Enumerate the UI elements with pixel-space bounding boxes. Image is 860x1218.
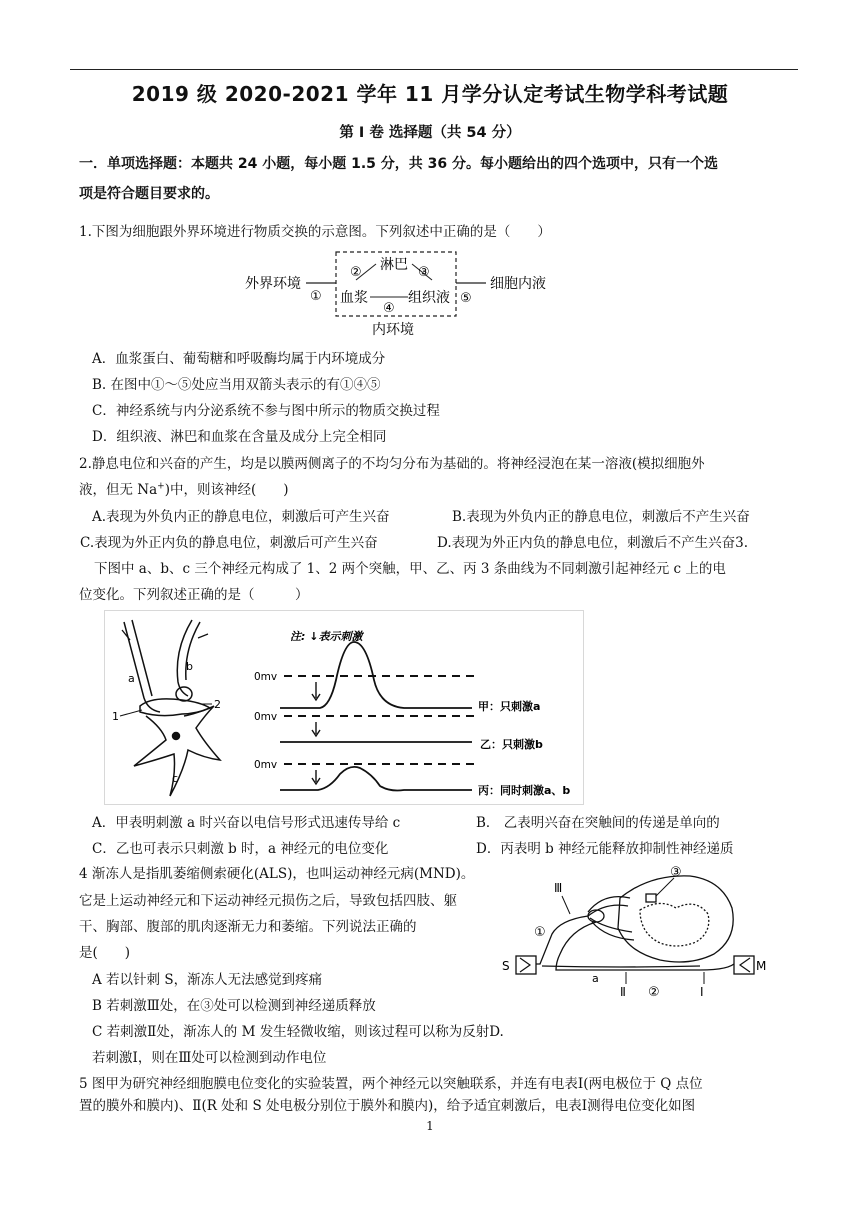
q4-option-b: B 若刺激Ⅲ处，在③处可以检测到神经递质释放 <box>92 998 376 1014</box>
label-n1: ① <box>534 925 546 940</box>
q2-option-c: C.表现为外正内负的静息电位，刺激后可产生兴奋 <box>80 535 378 551</box>
label-a-nerve: a <box>592 972 599 985</box>
neuron-label-a: a <box>128 672 135 685</box>
label-intracellular: 细胞内液 <box>490 276 546 292</box>
neuron-label-c: c <box>172 772 179 785</box>
q1-option-b: B. 在图中①～⑤处应当用双箭头表示的有①④⑤ <box>92 377 381 393</box>
q4-option-c: C 若刺激Ⅱ处，渐冻人的 M 发生轻微收缩，则该过程可以称为反射D. <box>92 1024 504 1040</box>
q4-stem-line-1: 4 渐冻人是指肌萎缩侧索硬化(ALS)，也叫运动神经元病(MND)。 <box>79 866 475 882</box>
neuron-drawing <box>122 620 220 796</box>
q3-stem-line-1: 下图中 a、b、c 三个神经元构成了 1、2 两个突触，甲、乙、丙 3 条曲线为不同刺激引起神经元 c 上的电 <box>94 561 726 577</box>
label-I: I <box>700 985 704 998</box>
jia-label: 甲：只刺激a <box>478 700 541 713</box>
label-II: Ⅱ <box>620 985 626 998</box>
bing-zero-label: 0mv <box>254 759 278 771</box>
q3-option-c: C．乙也可表示只刺激 b 时，a 神经元的电位变化 <box>92 841 389 857</box>
neuron-label-b: b <box>186 660 193 673</box>
trace-bing <box>254 759 570 797</box>
bing-label: 丙：同时刺激a、b <box>478 784 571 797</box>
q2-option-b: B.表现为外负内正的静息电位，刺激后不产生兴奋 <box>452 509 750 525</box>
q4-stem-line-4: 是( ) <box>79 945 131 961</box>
label-n2: ② <box>648 985 660 998</box>
q1-option-c: C．神经系统与内分泌系统不参与图中所示的物质交换过程 <box>92 403 440 419</box>
synapse-label-2: 2 <box>214 698 221 711</box>
label-n1: ① <box>310 289 322 304</box>
na-superscript: + <box>157 481 165 492</box>
q4-reflex-arc-diagram <box>500 858 770 998</box>
label-n3: ③ <box>670 865 682 880</box>
q4-option-d: 若刺激Ⅰ，则在Ⅲ处可以检测到动作电位 <box>92 1050 327 1066</box>
q1-exchange-diagram <box>240 246 560 340</box>
jia-zero-label: 0mv <box>254 671 278 683</box>
q1-option-d: D．组织液、淋巴和血浆在含量及成分上完全相同 <box>92 429 387 445</box>
label-lymph: 淋巴 <box>380 257 408 273</box>
q2-stem-line-2 <box>79 478 289 498</box>
q4-stem-line-3: 干、胸部、腹部的肌肉逐渐无力和萎缩。下列说法正确的 <box>79 919 417 935</box>
q2-stem-line-2-post: )中，则该神经( ) <box>164 482 289 498</box>
label-n3: ③ <box>418 265 430 280</box>
q3-option-a: A．甲表明刺激 a 时兴奋以电信号形式迅速传导给 c <box>92 815 401 831</box>
label-M: M <box>756 959 767 973</box>
q3-option-d: D．丙表明 b 神经元能释放抑制性神经递质 <box>476 841 734 857</box>
q2-option-d: D.表现为外正内负的静息电位，刺激后不产生兴奋3. <box>437 535 749 551</box>
yi-zero-label: 0mv <box>254 711 278 723</box>
label-plasma: 血浆 <box>340 290 368 306</box>
synapse-label-1: 1 <box>112 710 119 723</box>
label-internal-env: 内环境 <box>372 322 414 338</box>
section-heading: 第 I 卷 选择题（共 54 分） <box>339 125 521 141</box>
q5-stem-line-1: 5 图甲为研究神经细胞膜电位变化的实验装置，两个神经元以突触联系，并连有电表Ⅰ(两电极位于 Q 点位 <box>79 1076 703 1092</box>
q1-option-a: A．血浆蛋白、葡萄糖和呼吸酶均属于内环境成分 <box>92 351 386 367</box>
page-number: 1 <box>426 1119 434 1133</box>
q4-option-a: A 若以针刺 S，渐冻人无法感觉到疼痛 <box>92 972 323 988</box>
trace-yi <box>254 711 543 751</box>
q3-option-b: B． 乙表明兴奋在突触间的传递是单向的 <box>476 815 720 831</box>
header-rule <box>70 69 798 70</box>
label-n2: ② <box>350 265 362 280</box>
label-n5: ⑤ <box>460 291 472 306</box>
q3-stem-line-2: 位变化。下列叙述正确的是（ ） <box>79 587 309 603</box>
label-S: S <box>502 959 510 973</box>
label-III: Ⅲ <box>554 881 563 895</box>
q2-option-a: A.表现为外负内正的静息电位，刺激后可产生兴奋 <box>92 509 390 525</box>
label-tissue-fluid: 组织液 <box>408 290 450 306</box>
q4-stem-line-2: 它是上运动神经元和下运动神经元损伤之后，导致包括四肢、躯 <box>79 893 457 909</box>
label-outer-env: 外界环境 <box>245 276 301 292</box>
q1-stem: 1.下图为细胞跟外界环境进行物质交换的示意图。下列叙述中正确的是（ ） <box>79 224 551 240</box>
trace-note: 注: ↓表示刺激 <box>290 630 363 643</box>
exam-title: 2019 级 2020-2021 学年 11 月学分认定考试生物学科考试题 <box>131 82 729 106</box>
label-n4: ④ <box>383 301 395 316</box>
q2-stem-line-2-pre: 液，但无 Na <box>79 482 158 498</box>
q3-neuron-diagram <box>104 610 584 805</box>
yi-label: 乙：只刺激b <box>480 738 543 751</box>
trace-jia <box>254 642 540 713</box>
instruction-line-1: 一．单项选择题：本题共 24 小题，每小题 1.5 分，共 36 分。每小题给出的四个选项中，只有一个选 <box>79 156 719 172</box>
q2-stem-line-1: 2.静息电位和兴奋的产生，均是以膜两侧离子的不均匀分布为基础的。将神经浸泡在某一溶液(模拟细胞外 <box>79 456 705 472</box>
instruction-line-2: 项是符合题目要求的。 <box>79 186 219 202</box>
q5-stem-line-2: 置的膜外和膜内)、Ⅱ(R 处和 S 处电极分别位于膜外和膜内)，给予适宜刺激后，电表Ⅰ测得电位变化如图 <box>79 1098 696 1114</box>
